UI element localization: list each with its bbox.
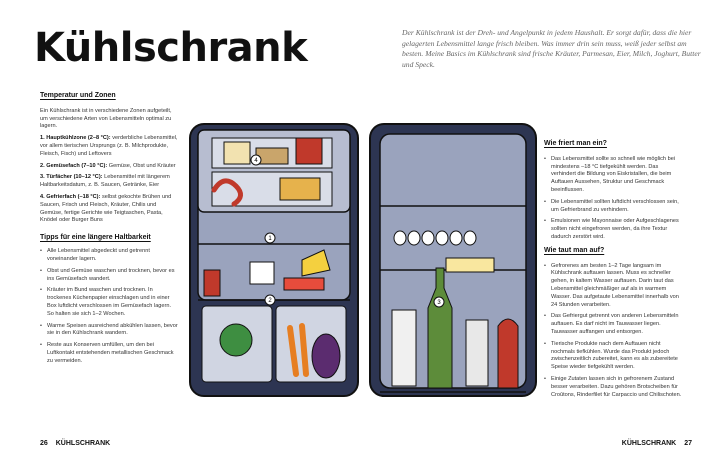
heading-freeze: Wie friert man ein? [544, 140, 607, 147]
jar-bottle [466, 320, 488, 386]
tips-list [40, 248, 178, 365]
page-number-left: 26 [40, 440, 48, 447]
frozen-tub [296, 138, 322, 164]
zone-title: 4. Gefrierfach (–18 °C): [40, 193, 101, 200]
milk-bottle [392, 310, 416, 386]
list-item: • Das Lebensmittel sollte so schnell wie möglich bei mindestens –18 °C tiefgekühlt werden. Das verhindert die Bildung von Eiskristallen, die beim Auftauen Aussehen, Struktur und Geschmack beeinflussen. [544, 156, 684, 195]
herbs [220, 324, 252, 356]
zone-title: 3. Türfächer (10–12 °C): [40, 174, 103, 181]
footer-right [622, 440, 692, 447]
list-item: • Emulsionen wie Mayonnaise oder Aufgeschlagenes sollten nicht eingefroren werden, da ihre Textur dadurch zerstört wird. [544, 218, 684, 241]
zone-text: verderbliche Lebensmittel, vor allem tierischen Ursprungs (z. B. Milchprodukte, Fleisch, Fisch) und Leftovers [40, 135, 178, 157]
zone-item [40, 194, 178, 225]
milk-container [250, 262, 274, 284]
heading-thaw: Wie taut man auf? [544, 246, 605, 254]
zone-label-3: 3 [437, 300, 441, 306]
footer-title-right: KÜHLSCHRANK [621, 440, 677, 447]
list-item: • Gefrorenes am besten 1–2 Tage langsam im Kühlschrank auftauen lassen. Muss es schneller gehen, in kaltem Wasser auftauen. Darin taut das Lebensmittel gleichmäßiger auf als in warmem Wasser. Das aufgetaute Lebensmittel innerhalb von 24 Stunden verarbeiten. [544, 263, 684, 310]
zone-label-2: 2 [268, 298, 272, 304]
list-item: • Obst und Gemüse waschen und trocknen, bevor es ins Gemüsefach wandert. [40, 268, 178, 284]
list-item: • Einige Zutaten lassen sich in gefrorenem Zustand besser verarbeiten. Dazu gehören Brotscheiben für Croûtons, Rinderfilet für Carpaccio und Chilischoten. [544, 376, 684, 399]
frozen-bag [280, 178, 320, 200]
list-item: • Kräuter im Bund waschen und trocknen. In trockenes Küchenpapier einschlagen und in einer Box luftdicht verschlossen im Gemüsefach lagern. So halten sie sich 1–2 Wochen. [40, 287, 178, 318]
frozen-box [224, 142, 250, 164]
zones-intro: Ein Kühlschrank ist in verschiedene Zonen aufgeteilt, um verschiedene Arten von Lebensmitteln optimal zu lagern. [40, 107, 172, 130]
zone-label-1: 1 [268, 236, 272, 242]
zone-label-4: 4 [254, 158, 258, 164]
footer-title-left: KÜHLSCHRANK [55, 440, 111, 447]
list-item: • Das Gefriergut getrennt von anderen Lebensmitteln auftauen. Es darf nicht im Tauwasser liegen. Tauwasser auffangen und entsorgen. [544, 313, 684, 336]
butter [446, 258, 494, 272]
footer-left [40, 440, 110, 447]
zone-item [40, 135, 178, 158]
zones-list [40, 135, 178, 225]
freeze-list [544, 156, 684, 242]
list-item: • Reste aus Konserven umfüllen, um den bei Luftkontakt entstehenden metallischen Geschmack zu vermeiden. [40, 342, 178, 365]
zone-title: 1. Hauptkühlzone (2–8 °C): [40, 135, 111, 142]
zone-title: 2. Gemüsefach (7–10 °C): [40, 162, 108, 169]
page-number-right: 27 [684, 440, 692, 447]
list-item: • Warme Speisen ausreichend abkühlen lassen, bevor sie in den Kühlschrank wandern. [40, 323, 178, 339]
page-title: Kühlschrank [34, 25, 308, 71]
zone-text: Gemüse, Obst und Kräuter [108, 162, 176, 169]
left-column [40, 92, 178, 370]
zone-item [40, 174, 178, 190]
heading-temperature: Temperatur und Zonen [40, 92, 116, 99]
right-column [544, 140, 684, 403]
list-item: • Tierische Produkte nach dem Auftauen nicht nochmals tiefkühlen. Wurde das Produkt jedoch zwischenzeitlich zubereitet, kann es als zubereitete Speise wieder tiefgekühlt werden. [544, 341, 684, 372]
jar [204, 270, 220, 296]
ketchup-bottle [498, 319, 518, 388]
thaw-list [544, 263, 684, 400]
list-item: • Alle Lebensmittel abgedeckt und getrennt voneinander lagern. [40, 248, 178, 264]
fridge-illustration [184, 120, 540, 420]
list-item: • Die Lebensmittel sollten luftdicht verschlossen sein, um Gefrierbrand zu verhindern. [544, 199, 684, 215]
sausages [284, 278, 324, 290]
zone-text: Lebensmittel mit längerem Haltbarkeitsdatum, z. B. Saucen, Getränke, Eier [40, 174, 170, 189]
heading-tips: Tipps für eine längere Haltbarkeit [40, 234, 151, 242]
intro-text: Der Kühlschrank ist der Dreh- und Angelpunkt in jedem Haushalt. Er sorgt dafür, dass die hier gelagerten Lebensmittel lange frisch bleiben. Was immer drin sein muss, weiß jeder selbst am besten. Meine Basics im Kühlschrank sind frische Kräuter, Parmesan, Eier, Milch, Joghurt, Butter und Speck. [402, 28, 701, 69]
eggplant [312, 334, 340, 378]
zone-text: selbst gekochte Brühen und Saucen, Frisch und Fleisch, Kräuter, Chilis und Gemüse, fertige Gerichte wie Teigtaschen, Pasta, Knödel oder Burger Buns [40, 193, 172, 224]
zone-item [40, 163, 178, 171]
